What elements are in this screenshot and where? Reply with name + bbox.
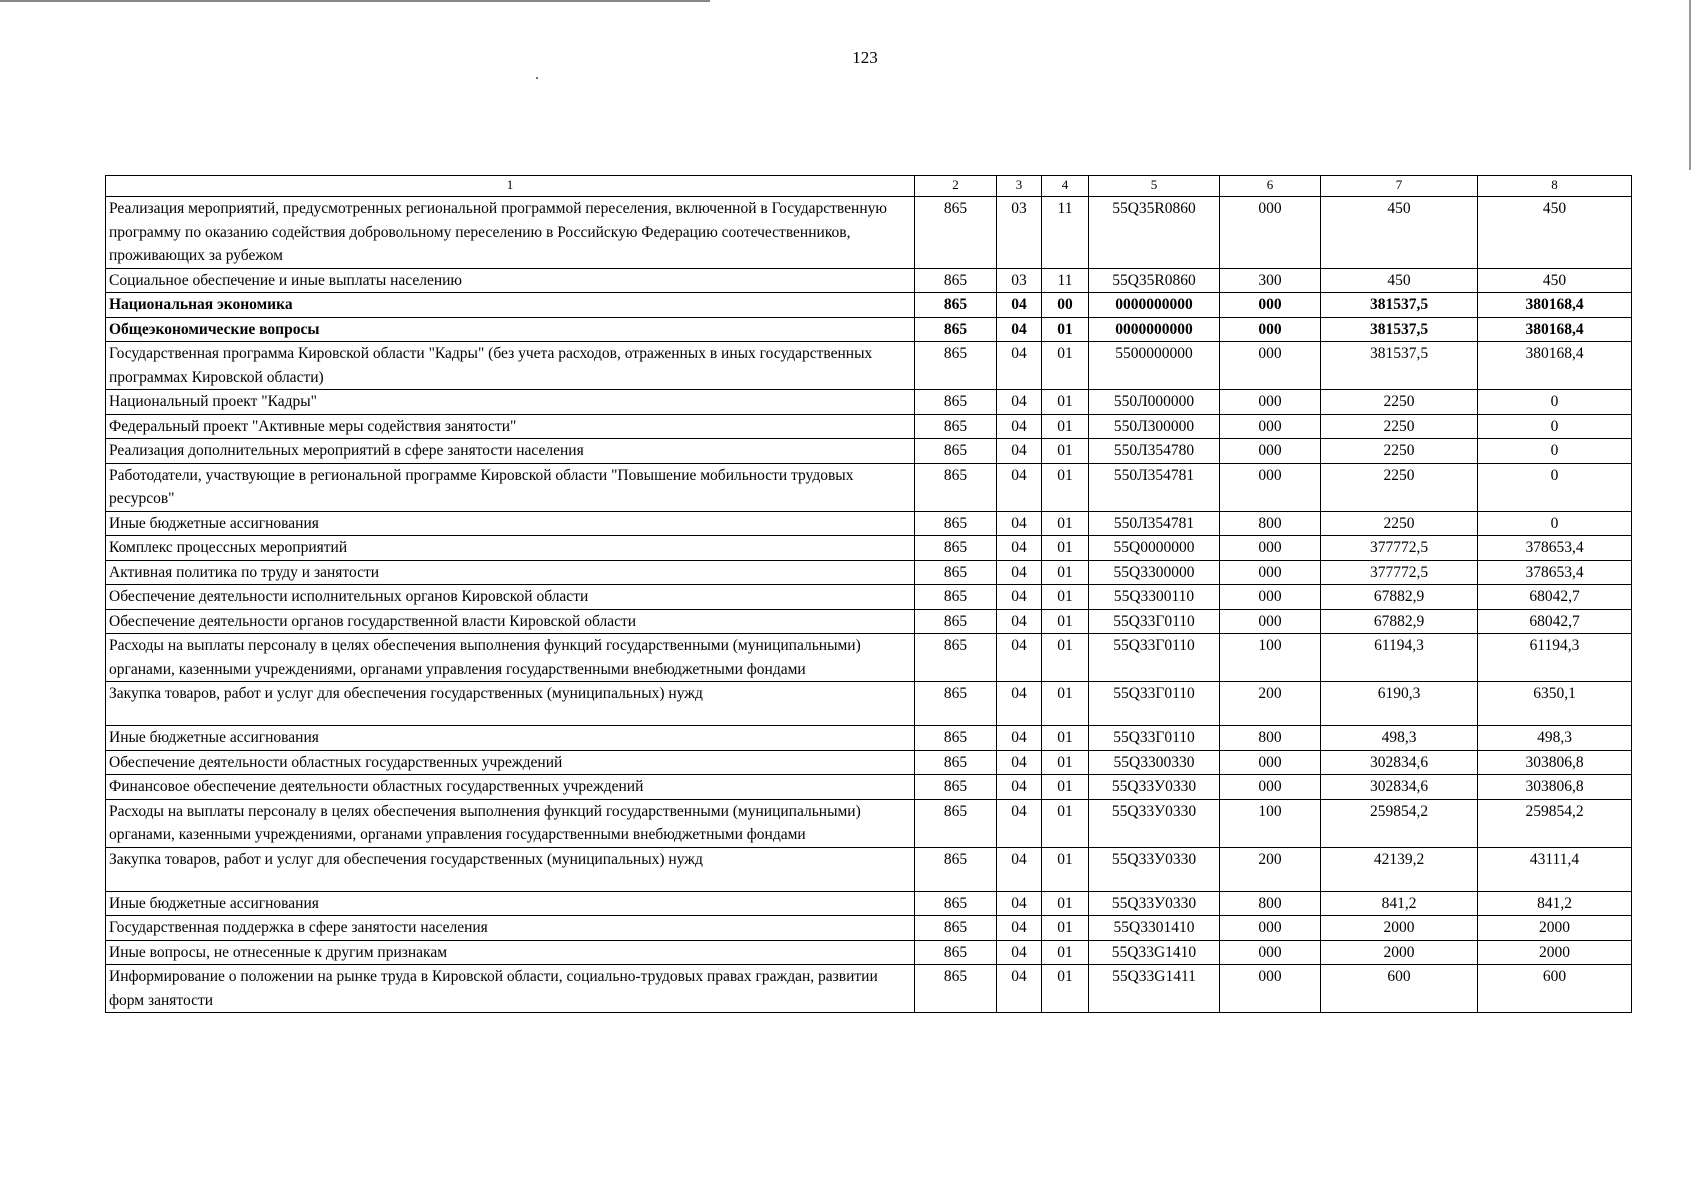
row-cell-2: 865 — [915, 390, 997, 415]
row-cell-6: 000 — [1220, 342, 1321, 390]
table-row — [106, 799, 1632, 847]
header-row — [106, 176, 1632, 197]
row-cell-6: 000 — [1220, 414, 1321, 439]
row-cell-7: 2000 — [1321, 916, 1478, 941]
row-cell-4: 11 — [1042, 268, 1089, 293]
row-cell-5: 55Q33G1410 — [1089, 940, 1220, 965]
row-cell-3: 04 — [997, 414, 1042, 439]
table-row — [106, 511, 1632, 536]
row-cell-6: 000 — [1220, 585, 1321, 610]
row-cell-4: 01 — [1042, 775, 1089, 800]
row-cell-4: 01 — [1042, 634, 1089, 682]
row-cell-8: 68042,7 — [1478, 609, 1632, 634]
row-cell-7: 42139,2 — [1321, 847, 1478, 891]
row-cell-8: 498,3 — [1478, 726, 1632, 751]
row-cell-4: 01 — [1042, 463, 1089, 511]
table-row — [106, 463, 1632, 511]
row-cell-4: 01 — [1042, 965, 1089, 1013]
row-cell-2: 865 — [915, 847, 997, 891]
row-cell-8: 450 — [1478, 197, 1632, 269]
row-name-cell: Иные бюджетные ассигнования — [106, 726, 915, 751]
column-header-4: 4 — [1042, 176, 1089, 197]
row-cell-8: 68042,7 — [1478, 585, 1632, 610]
row-cell-6: 000 — [1220, 317, 1321, 342]
row-cell-5: 55Q3300000 — [1089, 560, 1220, 585]
row-cell-6: 000 — [1220, 560, 1321, 585]
row-cell-6: 200 — [1220, 847, 1321, 891]
row-cell-4: 01 — [1042, 560, 1089, 585]
row-cell-4: 01 — [1042, 511, 1089, 536]
row-cell-7: 498,3 — [1321, 726, 1478, 751]
row-cell-8: 380168,4 — [1478, 342, 1632, 390]
row-cell-5: 55Q35R0860 — [1089, 197, 1220, 269]
row-cell-2: 865 — [915, 965, 997, 1013]
row-cell-4: 00 — [1042, 293, 1089, 318]
table-row — [106, 268, 1632, 293]
table-row — [106, 439, 1632, 464]
row-cell-3: 04 — [997, 940, 1042, 965]
row-cell-4: 01 — [1042, 342, 1089, 390]
row-cell-4: 01 — [1042, 847, 1089, 891]
row-cell-8: 61194,3 — [1478, 634, 1632, 682]
row-cell-3: 04 — [997, 634, 1042, 682]
row-cell-2: 865 — [915, 414, 997, 439]
row-cell-5: 55Q3300330 — [1089, 750, 1220, 775]
row-cell-5: 55Q33G1411 — [1089, 965, 1220, 1013]
row-cell-5: 55Q33У0330 — [1089, 847, 1220, 891]
row-name-cell: Финансовое обеспечение деятельности областных государственных учреждений — [106, 775, 915, 800]
row-cell-7: 2250 — [1321, 390, 1478, 415]
table-row — [106, 965, 1632, 1013]
row-cell-8: 380168,4 — [1478, 317, 1632, 342]
row-name-cell: Комплекс процессных мероприятий — [106, 536, 915, 561]
row-cell-7: 2250 — [1321, 414, 1478, 439]
row-cell-5: 550Л354781 — [1089, 463, 1220, 511]
row-cell-5: 55Q33У0330 — [1089, 799, 1220, 847]
row-cell-3: 04 — [997, 511, 1042, 536]
column-header-2: 2 — [915, 176, 997, 197]
row-cell-7: 2250 — [1321, 463, 1478, 511]
row-cell-2: 865 — [915, 268, 997, 293]
table-row — [106, 750, 1632, 775]
row-cell-2: 865 — [915, 726, 997, 751]
row-name-cell: Обеспечение деятельности исполнительных органов Кировской области — [106, 585, 915, 610]
row-cell-8: 303806,8 — [1478, 750, 1632, 775]
row-cell-5: 55Q33Г0110 — [1089, 609, 1220, 634]
row-cell-6: 000 — [1220, 965, 1321, 1013]
row-cell-5: 55Q33Г0110 — [1089, 634, 1220, 682]
row-cell-3: 04 — [997, 439, 1042, 464]
row-cell-5: 5500000000 — [1089, 342, 1220, 390]
row-cell-2: 865 — [915, 585, 997, 610]
row-cell-2: 865 — [915, 609, 997, 634]
row-cell-4: 11 — [1042, 197, 1089, 269]
row-cell-2: 865 — [915, 463, 997, 511]
row-name-cell: Социальное обеспечение и иные выплаты населению — [106, 268, 915, 293]
row-cell-6: 300 — [1220, 268, 1321, 293]
table-row — [106, 940, 1632, 965]
row-cell-6: 000 — [1220, 536, 1321, 561]
row-cell-4: 01 — [1042, 390, 1089, 415]
row-cell-6: 000 — [1220, 293, 1321, 318]
row-cell-2: 865 — [915, 775, 997, 800]
table-row — [106, 536, 1632, 561]
row-cell-7: 2250 — [1321, 511, 1478, 536]
row-cell-7: 377772,5 — [1321, 560, 1478, 585]
row-cell-4: 01 — [1042, 439, 1089, 464]
row-cell-2: 865 — [915, 293, 997, 318]
row-cell-7: 302834,6 — [1321, 775, 1478, 800]
row-cell-4: 01 — [1042, 726, 1089, 751]
row-name-cell: Иные бюджетные ассигнования — [106, 891, 915, 916]
row-cell-3: 04 — [997, 965, 1042, 1013]
row-cell-4: 01 — [1042, 799, 1089, 847]
row-cell-4: 01 — [1042, 750, 1089, 775]
row-cell-5: 55Q33Г0110 — [1089, 726, 1220, 751]
row-name-cell: Закупка товаров, работ и услуг для обеспечения государственных (муниципальных) нужд — [106, 847, 915, 891]
row-cell-2: 865 — [915, 536, 997, 561]
row-cell-3: 04 — [997, 609, 1042, 634]
column-header-5: 5 — [1089, 176, 1220, 197]
row-cell-3: 04 — [997, 916, 1042, 941]
row-cell-6: 000 — [1220, 390, 1321, 415]
row-cell-7: 302834,6 — [1321, 750, 1478, 775]
row-cell-7: 841,2 — [1321, 891, 1478, 916]
row-cell-6: 000 — [1220, 940, 1321, 965]
row-cell-5: 550Л354780 — [1089, 439, 1220, 464]
row-cell-8: 6350,1 — [1478, 682, 1632, 726]
row-name-cell: Реализация дополнительных мероприятий в сфере занятости населения — [106, 439, 915, 464]
row-name-cell: Расходы на выплаты персоналу в целях обеспечения выполнения функций государственными (муниципальными) органами, казенными учреждениями, органами управления государственными внебюджетными фондами — [106, 799, 915, 847]
row-cell-8: 2000 — [1478, 940, 1632, 965]
row-cell-8: 450 — [1478, 268, 1632, 293]
row-cell-8: 0 — [1478, 463, 1632, 511]
row-cell-5: 550Л000000 — [1089, 390, 1220, 415]
row-cell-4: 01 — [1042, 536, 1089, 561]
row-cell-3: 04 — [997, 891, 1042, 916]
row-cell-3: 03 — [997, 197, 1042, 269]
scan-edge-right — [1689, 0, 1691, 170]
row-name-cell: Иные бюджетные ассигнования — [106, 511, 915, 536]
row-cell-7: 600 — [1321, 965, 1478, 1013]
row-cell-5: 550Л300000 — [1089, 414, 1220, 439]
row-cell-5: 55Q33Г0110 — [1089, 682, 1220, 726]
row-cell-6: 800 — [1220, 891, 1321, 916]
row-cell-7: 381537,5 — [1321, 293, 1478, 318]
row-name-cell: Государственная программа Кировской области "Кадры" (без учета расходов, отраженных в иных государственных программах Кировской области) — [106, 342, 915, 390]
row-cell-4: 01 — [1042, 609, 1089, 634]
row-cell-2: 865 — [915, 799, 997, 847]
row-cell-8: 0 — [1478, 439, 1632, 464]
row-cell-5: 550Л354781 — [1089, 511, 1220, 536]
scan-speck — [536, 77, 538, 79]
row-name-cell: Реализация мероприятий, предусмотренных региональной программой переселения, включенной в Государственную программу по оказанию содействия добровольному переселению в Российскую Федерацию соотечественников, проживающих за рубежом — [106, 197, 915, 269]
row-cell-7: 450 — [1321, 197, 1478, 269]
row-cell-3: 04 — [997, 799, 1042, 847]
table-row — [106, 726, 1632, 751]
row-cell-5: 55Q3300110 — [1089, 585, 1220, 610]
row-cell-5: 55Q0000000 — [1089, 536, 1220, 561]
table-row — [106, 775, 1632, 800]
row-cell-7: 377772,5 — [1321, 536, 1478, 561]
row-cell-6: 000 — [1220, 439, 1321, 464]
table-row — [106, 197, 1632, 269]
row-cell-4: 01 — [1042, 682, 1089, 726]
row-cell-8: 380168,4 — [1478, 293, 1632, 318]
row-name-cell: Закупка товаров, работ и услуг для обеспечения государственных (муниципальных) нужд — [106, 682, 915, 726]
row-cell-4: 01 — [1042, 891, 1089, 916]
row-cell-7: 61194,3 — [1321, 634, 1478, 682]
row-name-cell: Информирование о положении на рынке труда в Кировской области, социально-трудовых правах граждан, развитии форм занятости — [106, 965, 915, 1013]
row-name-cell: Национальная экономика — [106, 293, 915, 318]
row-cell-3: 04 — [997, 682, 1042, 726]
row-cell-8: 303806,8 — [1478, 775, 1632, 800]
row-cell-3: 04 — [997, 750, 1042, 775]
row-cell-3: 04 — [997, 317, 1042, 342]
row-name-cell: Обеспечение деятельности органов государственной власти Кировской области — [106, 609, 915, 634]
row-cell-5: 0000000000 — [1089, 317, 1220, 342]
table-row — [106, 560, 1632, 585]
row-cell-6: 100 — [1220, 634, 1321, 682]
row-cell-7: 2250 — [1321, 439, 1478, 464]
column-header-1: 1 — [106, 176, 915, 197]
row-name-cell: Государственная поддержка в сфере занятости населения — [106, 916, 915, 941]
row-cell-8: 841,2 — [1478, 891, 1632, 916]
row-cell-2: 865 — [915, 682, 997, 726]
row-cell-2: 865 — [915, 317, 997, 342]
row-cell-6: 000 — [1220, 750, 1321, 775]
table-row — [106, 414, 1632, 439]
table-row — [106, 585, 1632, 610]
table-row — [106, 682, 1632, 726]
row-cell-6: 000 — [1220, 775, 1321, 800]
table-row — [106, 317, 1632, 342]
row-cell-3: 03 — [997, 268, 1042, 293]
table-row — [106, 342, 1632, 390]
row-cell-8: 600 — [1478, 965, 1632, 1013]
page-number: 123 — [852, 48, 878, 67]
row-cell-2: 865 — [915, 891, 997, 916]
row-cell-5: 0000000000 — [1089, 293, 1220, 318]
row-name-cell: Федеральный проект "Активные меры содействия занятости" — [106, 414, 915, 439]
row-cell-7: 259854,2 — [1321, 799, 1478, 847]
row-cell-2: 865 — [915, 197, 997, 269]
row-cell-5: 55Q35R0860 — [1089, 268, 1220, 293]
row-name-cell: Общеэкономические вопросы — [106, 317, 915, 342]
row-cell-3: 04 — [997, 293, 1042, 318]
row-cell-3: 04 — [997, 560, 1042, 585]
row-cell-7: 381537,5 — [1321, 317, 1478, 342]
row-cell-7: 67882,9 — [1321, 585, 1478, 610]
row-cell-2: 865 — [915, 511, 997, 536]
row-name-cell: Обеспечение деятельности областных государственных учреждений — [106, 750, 915, 775]
row-cell-6: 100 — [1220, 799, 1321, 847]
row-cell-3: 04 — [997, 536, 1042, 561]
row-cell-5: 55Q33У0330 — [1089, 891, 1220, 916]
row-cell-8: 0 — [1478, 414, 1632, 439]
row-cell-6: 000 — [1220, 197, 1321, 269]
row-cell-7: 6190,3 — [1321, 682, 1478, 726]
table-row — [106, 916, 1632, 941]
row-cell-8: 378653,4 — [1478, 536, 1632, 561]
row-cell-6: 800 — [1220, 726, 1321, 751]
row-cell-6: 000 — [1220, 609, 1321, 634]
row-cell-3: 04 — [997, 775, 1042, 800]
table-row — [106, 847, 1632, 891]
row-cell-4: 01 — [1042, 414, 1089, 439]
row-cell-8: 259854,2 — [1478, 799, 1632, 847]
row-cell-4: 01 — [1042, 585, 1089, 610]
row-cell-3: 04 — [997, 342, 1042, 390]
row-cell-2: 865 — [915, 560, 997, 585]
row-cell-4: 01 — [1042, 916, 1089, 941]
table-row — [106, 293, 1632, 318]
row-cell-8: 2000 — [1478, 916, 1632, 941]
row-cell-3: 04 — [997, 847, 1042, 891]
row-cell-7: 450 — [1321, 268, 1478, 293]
row-cell-5: 55Q3301410 — [1089, 916, 1220, 941]
row-cell-8: 0 — [1478, 511, 1632, 536]
row-cell-6: 200 — [1220, 682, 1321, 726]
budget-table — [105, 175, 1632, 1013]
row-name-cell: Иные вопросы, не отнесенные к другим признакам — [106, 940, 915, 965]
row-name-cell: Активная политика по труду и занятости — [106, 560, 915, 585]
row-name-cell: Работодатели, участвующие в региональной программе Кировской области "Повышение мобильности трудовых ресурсов" — [106, 463, 915, 511]
column-header-7: 7 — [1321, 176, 1478, 197]
column-header-6: 6 — [1220, 176, 1321, 197]
table-row — [106, 609, 1632, 634]
row-cell-5: 55Q33У0330 — [1089, 775, 1220, 800]
row-cell-8: 43111,4 — [1478, 847, 1632, 891]
row-cell-3: 04 — [997, 463, 1042, 511]
scan-edge-top — [0, 0, 710, 2]
row-cell-7: 67882,9 — [1321, 609, 1478, 634]
row-cell-4: 01 — [1042, 317, 1089, 342]
row-cell-2: 865 — [915, 634, 997, 682]
row-name-cell: Национальный проект "Кадры" — [106, 390, 915, 415]
row-cell-6: 800 — [1220, 511, 1321, 536]
table-body — [106, 176, 1632, 1013]
table-row — [106, 634, 1632, 682]
row-cell-2: 865 — [915, 342, 997, 390]
table-row — [106, 891, 1632, 916]
row-cell-7: 381537,5 — [1321, 342, 1478, 390]
row-cell-6: 000 — [1220, 916, 1321, 941]
row-cell-4: 01 — [1042, 940, 1089, 965]
row-cell-2: 865 — [915, 750, 997, 775]
row-cell-3: 04 — [997, 390, 1042, 415]
row-cell-2: 865 — [915, 940, 997, 965]
row-cell-7: 2000 — [1321, 940, 1478, 965]
row-cell-3: 04 — [997, 585, 1042, 610]
row-cell-6: 000 — [1220, 463, 1321, 511]
row-cell-2: 865 — [915, 439, 997, 464]
row-cell-2: 865 — [915, 916, 997, 941]
column-header-3: 3 — [997, 176, 1042, 197]
row-name-cell: Расходы на выплаты персоналу в целях обеспечения выполнения функций государственными (муниципальными) органами, казенными учреждениями, органами управления государственными внебюджетными фондами — [106, 634, 915, 682]
table-row — [106, 390, 1632, 415]
row-cell-3: 04 — [997, 726, 1042, 751]
row-cell-8: 378653,4 — [1478, 560, 1632, 585]
column-header-8: 8 — [1478, 176, 1632, 197]
row-cell-8: 0 — [1478, 390, 1632, 415]
